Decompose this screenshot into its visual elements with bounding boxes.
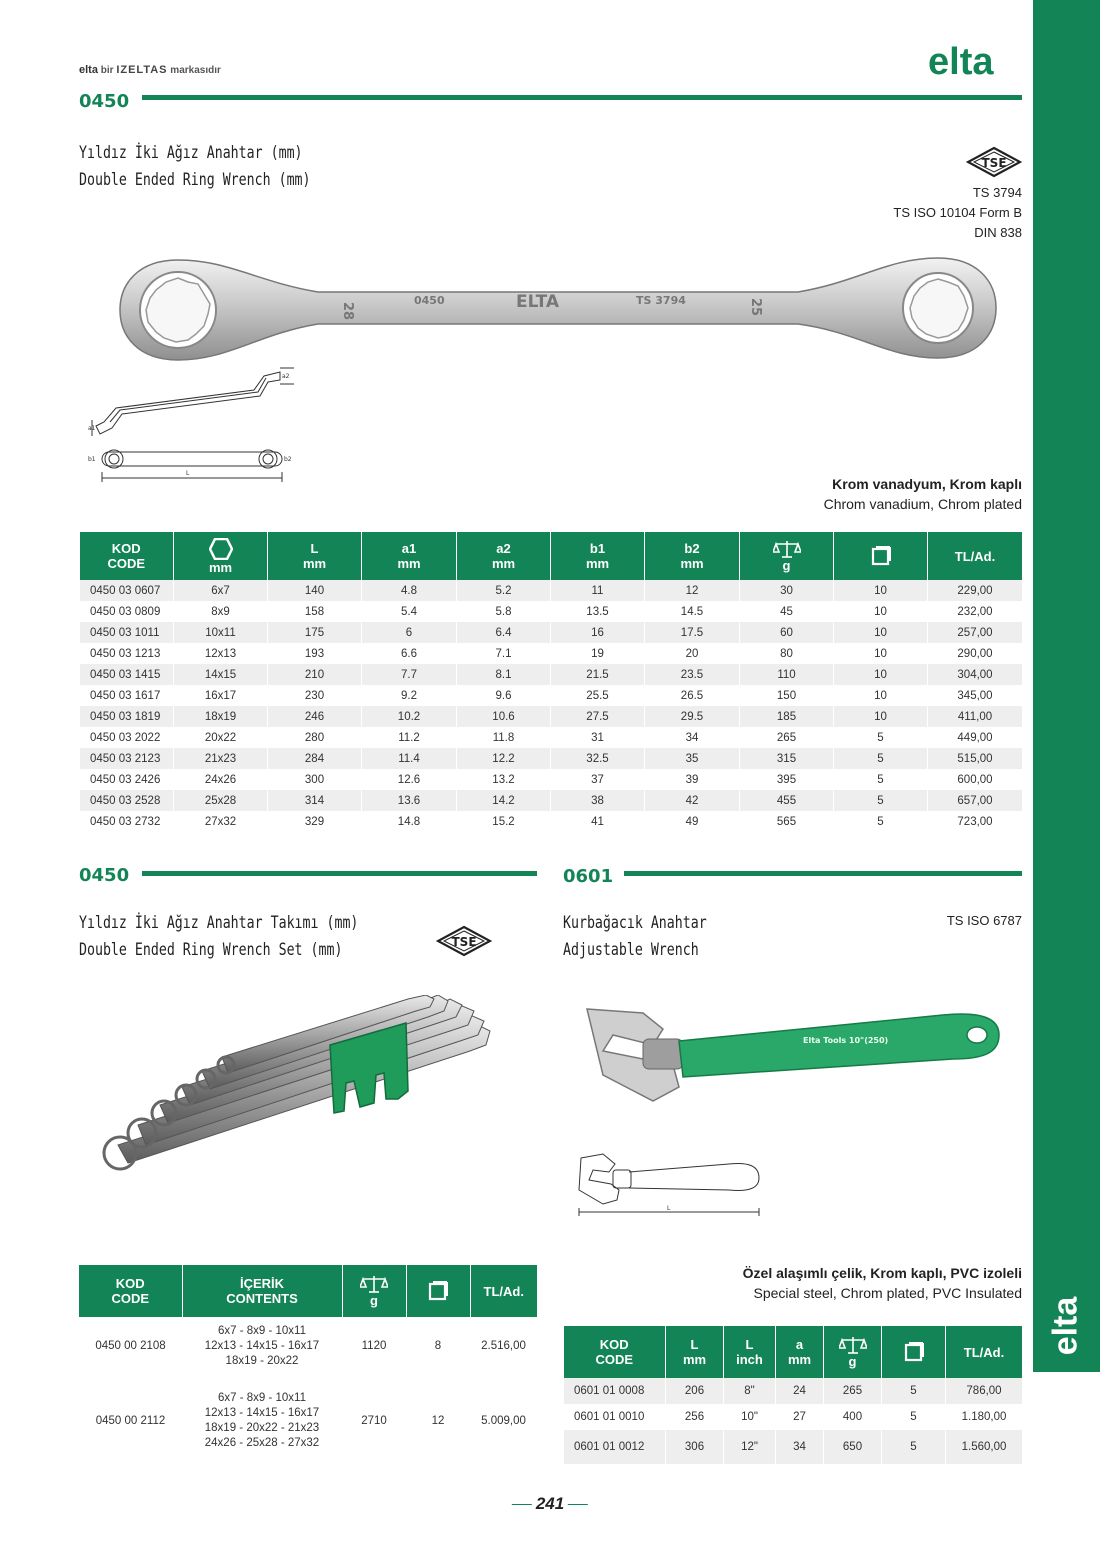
dim-b2: b2: [284, 456, 292, 463]
table-cell: 14.5: [645, 601, 740, 622]
side-logo: elta: [1046, 1296, 1085, 1356]
cell-qty: 12: [406, 1375, 470, 1467]
table-cell: 5: [834, 727, 928, 748]
table-cell: 32.5: [551, 748, 645, 769]
th-size: mm: [174, 532, 268, 580]
page-number: 241: [508, 1494, 592, 1514]
table-cell: 5.8: [457, 601, 551, 622]
ring-wrench-photo: [118, 252, 998, 364]
cell-code: 0450 00 2108: [79, 1317, 182, 1375]
table-row: [564, 1430, 1023, 1464]
th-code: KOD CODE: [79, 1265, 182, 1317]
handle-text: Elta Tools 10"(250): [803, 1036, 889, 1045]
table-cell: 24x26: [174, 769, 268, 790]
th-pack: [834, 532, 928, 580]
table-cell: 39: [645, 769, 740, 790]
table-cell: 34: [645, 727, 740, 748]
table-cell: 140: [268, 580, 362, 601]
table-cell: 210: [268, 664, 362, 685]
table-cell: 13.6: [362, 790, 457, 811]
table-cell: 34: [776, 1430, 824, 1464]
scale-icon: [839, 1336, 867, 1354]
brand-bir: bir: [100, 65, 114, 76]
cell-weight: 2710: [342, 1375, 406, 1467]
section3-title-en: Adjustable Wrench: [563, 940, 699, 960]
table-cell: 10x11: [174, 622, 268, 643]
table-cell: 12.6: [362, 769, 457, 790]
table-cell: 329: [268, 811, 362, 832]
table-cell: 315: [740, 748, 834, 769]
izeltas-wordmark: IZELTAS: [116, 64, 168, 76]
table-cell: 16: [551, 622, 645, 643]
table-cell: 449,00: [928, 727, 1023, 748]
table-cell: 229,00: [928, 580, 1023, 601]
table-cell: 41: [551, 811, 645, 832]
table-cell: 14x15: [174, 664, 268, 685]
section1-title-en: Double Ended Ring Wrench (mm): [79, 170, 311, 190]
table-cell: 0450 03 2022: [80, 727, 174, 748]
th-price: TL/Ad.: [928, 532, 1023, 580]
tse-badge-icon: [966, 146, 1022, 178]
th-b1: b1 mm: [551, 532, 645, 580]
table-cell: 10: [834, 622, 928, 643]
th-code: KOD CODE: [80, 532, 174, 580]
section3-table: [563, 1326, 1022, 1464]
table-row: [564, 1404, 1023, 1430]
table-cell: 25x28: [174, 790, 268, 811]
table-cell: 5: [882, 1430, 946, 1464]
table-cell: 515,00: [928, 748, 1023, 769]
section1-rule: [142, 95, 1022, 100]
table-cell: 257,00: [928, 622, 1023, 643]
table-cell: 35: [645, 748, 740, 769]
table-cell: 6: [362, 622, 457, 643]
table-cell: 27: [776, 1404, 824, 1430]
section2-rule: [142, 871, 537, 876]
wrench-size-left: 28: [340, 302, 355, 321]
table-cell: 19: [551, 643, 645, 664]
cell-contents: 6x7 - 8x9 - 10x11 12x13 - 14x15 - 16x17 18x19 - 20x22 - 21x23 24x26 - 25x28 - 27x32: [182, 1375, 342, 1467]
wrench-brand: ELTA: [516, 292, 560, 312]
standard-line: TS ISO 10104 Form B: [893, 205, 1022, 220]
section1-material: [824, 474, 1022, 514]
table-cell: 45: [740, 601, 834, 622]
table-row: [80, 601, 1023, 622]
table-row: [80, 727, 1023, 748]
table-row: [80, 769, 1023, 790]
hexagon-icon: [209, 538, 233, 560]
wrench-size-right: 25: [748, 298, 763, 317]
tse-badge-icon: [436, 925, 492, 957]
section3-title-tr: Kurbağacık Anahtar: [563, 913, 707, 933]
table-cell: 304,00: [928, 664, 1023, 685]
table-cell: 5.2: [457, 580, 551, 601]
th-weight: g: [824, 1326, 882, 1378]
table-cell: 185: [740, 706, 834, 727]
table-cell: 230: [268, 685, 362, 706]
cell-price: 2.516,00: [470, 1317, 537, 1375]
table-cell: 11.4: [362, 748, 457, 769]
table-cell: 21x23: [174, 748, 268, 769]
elta-logo: elta: [928, 41, 994, 83]
table-cell: 455: [740, 790, 834, 811]
table-row: [80, 622, 1023, 643]
table-cell: 5: [834, 769, 928, 790]
table-cell: 27.5: [551, 706, 645, 727]
table-cell: 20: [645, 643, 740, 664]
table-cell: 0450 03 0607: [80, 580, 174, 601]
table-cell: 15.2: [457, 811, 551, 832]
table-cell: 8.1: [457, 664, 551, 685]
table-cell: 600,00: [928, 769, 1023, 790]
table-cell: 30: [740, 580, 834, 601]
table-cell: 29.5: [645, 706, 740, 727]
th-weight: g: [740, 532, 834, 580]
table-cell: 9.2: [362, 685, 457, 706]
table-cell: 280: [268, 727, 362, 748]
table-cell: 20x22: [174, 727, 268, 748]
table-cell: 246: [268, 706, 362, 727]
table-cell: 60: [740, 622, 834, 643]
table-row: [80, 811, 1023, 832]
table-cell: 158: [268, 601, 362, 622]
table-cell: 0450 03 1213: [80, 643, 174, 664]
table-cell: 8x9: [174, 601, 268, 622]
table-cell: 0450 03 1819: [80, 706, 174, 727]
table-cell: 0450 03 1011: [80, 622, 174, 643]
table-row: [80, 706, 1023, 727]
th-L-mm: L mm: [666, 1326, 724, 1378]
table-cell: 25.5: [551, 685, 645, 706]
table-row: [80, 685, 1023, 706]
table-cell: 411,00: [928, 706, 1023, 727]
adjustable-wrench-photo: [583, 1005, 1003, 1105]
wrench-standard: TS 3794: [636, 294, 686, 307]
table-cell: 10.6: [457, 706, 551, 727]
cell-contents: 6x7 - 8x9 - 10x11 12x13 - 14x15 - 16x17 18x19 - 20x22: [182, 1317, 342, 1375]
box-icon: [904, 1342, 924, 1362]
section2-title-tr: Yıldız İki Ağız Anahtar Takımı (mm): [79, 913, 359, 933]
table-cell: 0450 03 2732: [80, 811, 174, 832]
table-cell: 24: [776, 1378, 824, 1404]
table-cell: 175: [268, 622, 362, 643]
material-en: Special steel, Chrom plated, PVC Insulated: [753, 1285, 1022, 1301]
side-brand-bar: [1033, 0, 1100, 1372]
table-cell: 12": [724, 1430, 776, 1464]
table-cell: 11: [551, 580, 645, 601]
table-cell: 10.2: [362, 706, 457, 727]
th-a: a mm: [776, 1326, 824, 1378]
table-cell: 18x19: [174, 706, 268, 727]
svg-text:TSE: TSE: [981, 156, 1007, 170]
th-weight: g: [342, 1265, 406, 1317]
table-cell: 42: [645, 790, 740, 811]
th-pack: [406, 1265, 470, 1317]
dim-a2: a2: [282, 373, 290, 380]
table-cell: 256: [666, 1404, 724, 1430]
table-cell: 12x13: [174, 643, 268, 664]
material-en: Chrom vanadium, Chrom plated: [823, 496, 1022, 512]
section3-standard: TS ISO 6787: [946, 913, 1022, 928]
table-row: [80, 790, 1023, 811]
table-cell: 723,00: [928, 811, 1023, 832]
table-cell: 26.5: [645, 685, 740, 706]
table-cell: 10": [724, 1404, 776, 1430]
table-cell: 0601 01 0012: [564, 1430, 666, 1464]
table-cell: 5: [834, 790, 928, 811]
table-row: [80, 580, 1023, 601]
table-cell: 6x7: [174, 580, 268, 601]
table-cell: 12: [645, 580, 740, 601]
section3-code: 0601: [563, 866, 614, 887]
table-cell: 395: [740, 769, 834, 790]
table-cell: 206: [666, 1378, 724, 1404]
table-cell: 657,00: [928, 790, 1023, 811]
th-a2: a2 mm: [457, 532, 551, 580]
table-cell: 786,00: [946, 1378, 1023, 1404]
table-cell: 5: [882, 1404, 946, 1430]
section3-material: [743, 1263, 1022, 1303]
table-cell: 23.5: [645, 664, 740, 685]
section1-standards: [893, 183, 1022, 243]
table-cell: 284: [268, 748, 362, 769]
section1-table: [79, 532, 1022, 832]
table-cell: 10: [834, 685, 928, 706]
table-cell: 150: [740, 685, 834, 706]
table-cell: 0450 03 1415: [80, 664, 174, 685]
table-cell: 10: [834, 706, 928, 727]
table-cell: 14.8: [362, 811, 457, 832]
section1-code: 0450: [79, 91, 130, 112]
table-cell: 650: [824, 1430, 882, 1464]
table-cell: 1.180,00: [946, 1404, 1023, 1430]
table-row: [564, 1378, 1023, 1404]
dim-L: L: [667, 1205, 671, 1212]
table-cell: 21.5: [551, 664, 645, 685]
table-cell: 31: [551, 727, 645, 748]
dim-L: L: [186, 470, 190, 477]
table-cell: 345,00: [928, 685, 1023, 706]
table-cell: 10: [834, 643, 928, 664]
table-cell: 0450 03 2528: [80, 790, 174, 811]
dim-b1: b1: [88, 456, 96, 463]
table-row: [80, 664, 1023, 685]
th-b2: b2 mm: [645, 532, 740, 580]
table-row: [79, 1375, 537, 1467]
section2-code: 0450: [79, 865, 130, 886]
th-code: KOD CODE: [564, 1326, 666, 1378]
table-cell: 27x32: [174, 811, 268, 832]
table-cell: 8": [724, 1378, 776, 1404]
standard-line: DIN 838: [974, 225, 1022, 240]
table-cell: 0450 03 0809: [80, 601, 174, 622]
table-cell: 10: [834, 580, 928, 601]
brand-line: [79, 64, 221, 76]
table-cell: 16x17: [174, 685, 268, 706]
table-row: [80, 643, 1023, 664]
section2-table: [79, 1265, 537, 1467]
table-cell: 6.4: [457, 622, 551, 643]
table-cell: 0450 03 2426: [80, 769, 174, 790]
table-cell: 12.2: [457, 748, 551, 769]
table-cell: 265: [824, 1378, 882, 1404]
table-cell: 37: [551, 769, 645, 790]
table-cell: 11.2: [362, 727, 457, 748]
scale-icon: [773, 540, 801, 558]
brand-markasi: markasıdır: [170, 65, 221, 76]
table-cell: 1.560,00: [946, 1430, 1023, 1464]
table-cell: 232,00: [928, 601, 1023, 622]
table-cell: 7.1: [457, 643, 551, 664]
material-tr: Krom vanadyum, Krom kaplı: [832, 476, 1022, 492]
cell-price: 5.009,00: [470, 1375, 537, 1467]
table-cell: 11.8: [457, 727, 551, 748]
th-price: TL/Ad.: [946, 1326, 1023, 1378]
wrench-set-photo: [98, 995, 498, 1175]
section3-rule: [624, 871, 1022, 876]
table-cell: 17.5: [645, 622, 740, 643]
table-cell: 565: [740, 811, 834, 832]
table-row: [80, 748, 1023, 769]
table-cell: 49: [645, 811, 740, 832]
table-cell: 5: [834, 748, 928, 769]
material-tr: Özel alaşımlı çelik, Krom kaplı, PVC izoleli: [742, 1265, 1022, 1281]
table-cell: 0601 01 0010: [564, 1404, 666, 1430]
table-cell: 7.7: [362, 664, 457, 685]
table-cell: 300: [268, 769, 362, 790]
th-contents: İÇERİK CONTENTS: [182, 1265, 342, 1317]
section1-title-tr: Yıldız İki Ağız Anahtar (mm): [79, 143, 303, 163]
table-cell: 314: [268, 790, 362, 811]
table-cell: 6.6: [362, 643, 457, 664]
table-cell: 306: [666, 1430, 724, 1464]
th-L-inch: L inch: [724, 1326, 776, 1378]
table-cell: 290,00: [928, 643, 1023, 664]
table-cell: 193: [268, 643, 362, 664]
box-icon: [428, 1281, 448, 1301]
adjustable-wrench-drawing: [569, 1150, 779, 1222]
th-price: TL/Ad.: [470, 1265, 537, 1317]
table-cell: 400: [824, 1404, 882, 1430]
table-cell: 5: [834, 811, 928, 832]
table-cell: 10: [834, 664, 928, 685]
th-L: L mm: [268, 532, 362, 580]
table-cell: 13.5: [551, 601, 645, 622]
dim-a1: a1: [88, 425, 96, 432]
table-cell: 0450 03 1617: [80, 685, 174, 706]
box-icon: [871, 546, 891, 566]
table-row: [79, 1317, 537, 1375]
table-cell: 0450 03 2123: [80, 748, 174, 769]
wrench-code: 0450: [414, 294, 445, 307]
table-cell: 110: [740, 664, 834, 685]
brand-small: elta: [79, 64, 98, 76]
th-pack: [882, 1326, 946, 1378]
section2-title-en: Double Ended Ring Wrench Set (mm): [79, 940, 343, 960]
table-cell: 0601 01 0008: [564, 1378, 666, 1404]
th-a1: a1 mm: [362, 532, 457, 580]
table-cell: 9.6: [457, 685, 551, 706]
table-cell: 5: [882, 1378, 946, 1404]
table-cell: 5.4: [362, 601, 457, 622]
scale-icon: [360, 1275, 388, 1293]
table-cell: 14.2: [457, 790, 551, 811]
svg-text:TSE: TSE: [451, 935, 477, 949]
table-cell: 80: [740, 643, 834, 664]
cell-qty: 8: [406, 1317, 470, 1375]
table-cell: 38: [551, 790, 645, 811]
wrench-technical-drawing: [84, 364, 294, 486]
standard-line: TS 3794: [972, 185, 1022, 200]
table-cell: 265: [740, 727, 834, 748]
cell-code: 0450 00 2112: [79, 1375, 182, 1467]
cell-weight: 1120: [342, 1317, 406, 1375]
table-cell: 13.2: [457, 769, 551, 790]
table-cell: 4.8: [362, 580, 457, 601]
table-cell: 10: [834, 601, 928, 622]
